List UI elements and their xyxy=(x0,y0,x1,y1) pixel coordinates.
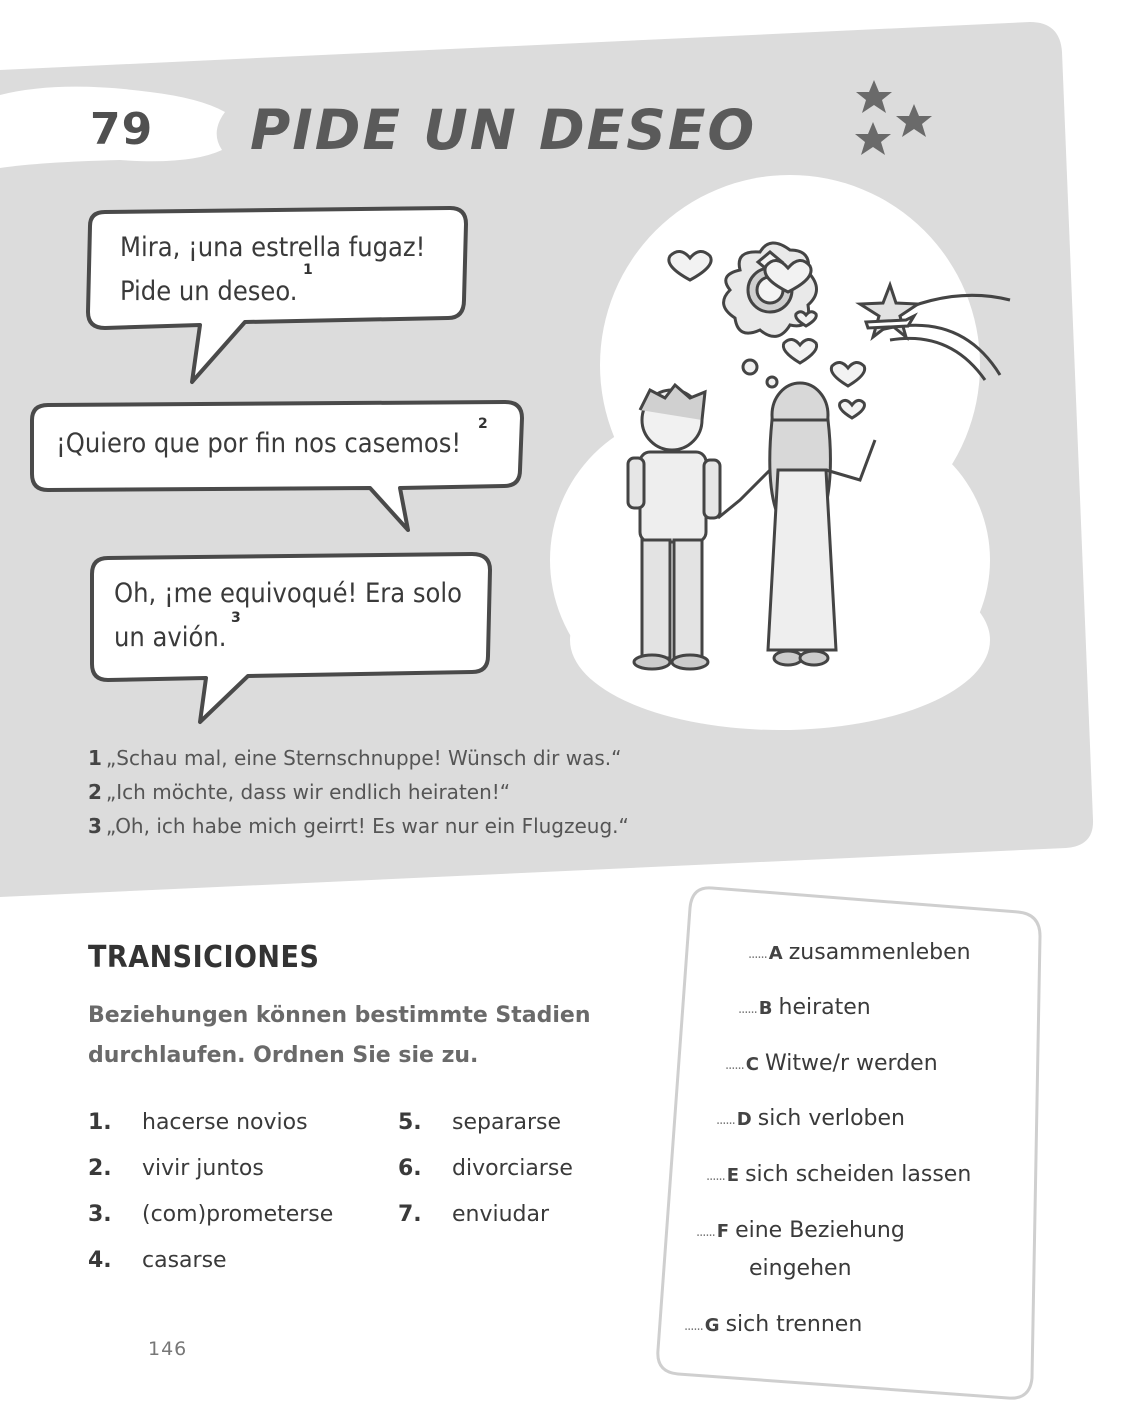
page-number: 146 xyxy=(148,1338,188,1360)
unit-number: 79 xyxy=(90,104,154,155)
match-option-f-line2: eingehen xyxy=(749,1256,852,1281)
match-option-b: ...... B heiraten xyxy=(738,995,871,1020)
exercise-instruction: Beziehungen können bestimmte Stadien durchlaufen. Ordnen Sie sie zu. xyxy=(88,1003,591,1068)
bubble-line: Mira, ¡una estrella fugaz! xyxy=(120,232,426,263)
match-option-d: ...... D sich verloben xyxy=(716,1106,905,1131)
footnote-ref: 3 xyxy=(231,610,241,626)
bubble-line: ¡Quiero que por fin nos casemos! xyxy=(56,428,462,459)
unit-title: PIDE UN DESEO xyxy=(250,98,757,162)
match-option-a: ...... A zusammenleben xyxy=(748,940,971,965)
match-option-c: ...... C Witwe/r werden xyxy=(725,1051,938,1076)
footnote-ref: 1 xyxy=(303,262,313,278)
footnote-2: 2 „Ich möchte, dass wir endlich heiraten!“ xyxy=(88,780,511,804)
match-option-e: ...... E sich scheiden lassen xyxy=(706,1162,972,1187)
match-option-g: ...... G sich trennen xyxy=(684,1312,863,1337)
bubble-3-text xyxy=(114,572,462,660)
bubble-1-text xyxy=(120,226,425,314)
bubble-2-text xyxy=(56,422,461,466)
footnote-ref: 2 xyxy=(478,416,488,432)
bubble-line: Oh, ¡me equivoqué! Era solo xyxy=(114,578,463,609)
footnote-3: 3 „Oh, ich habe mich geirrt! Es war nur ein Flugzeug.“ xyxy=(88,814,629,838)
bubble-line: Pide un deseo. xyxy=(120,276,298,307)
match-option-f: ...... F eine Beziehung xyxy=(696,1218,905,1243)
footnote-1: 1 „Schau mal, eine Sternschnuppe! Wünsch dir was.“ xyxy=(88,746,622,770)
exercise-title: TRANSICIONES xyxy=(88,940,320,975)
bubble-line: un avión. xyxy=(114,622,227,653)
